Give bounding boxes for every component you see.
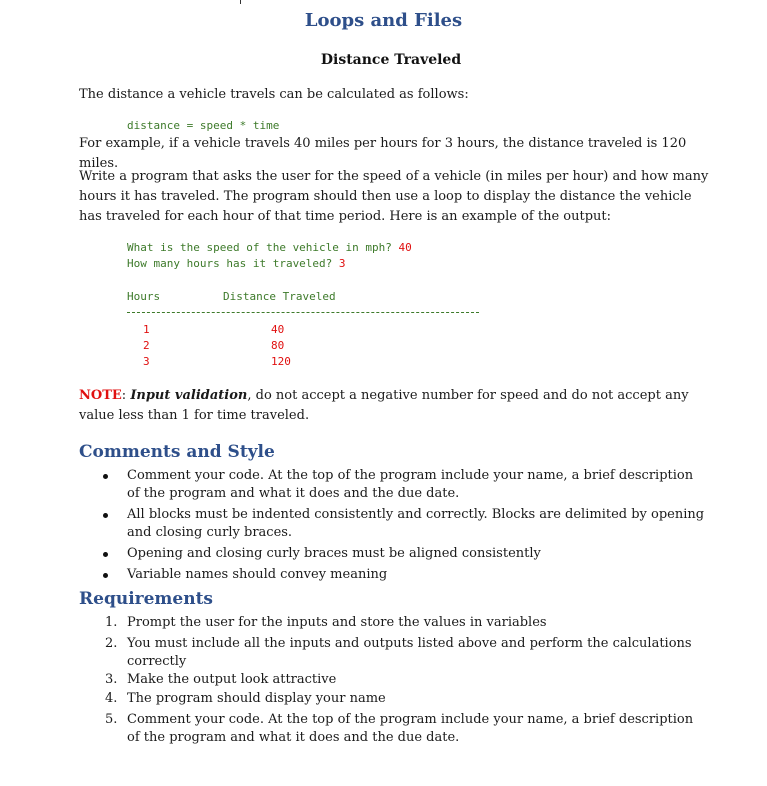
list-item	[79, 467, 709, 503]
note-paragraph: NOTE: Input validation, do not accept a negative number for speed and do not accept any value less than 1 for time traveled.	[79, 388, 689, 423]
speed-value: 40	[398, 241, 412, 254]
formula-code: distance = speed * time	[127, 119, 280, 132]
table-row-hour: 2	[143, 339, 150, 352]
requirements-heading: Requirements	[79, 589, 214, 609]
table-row-distance: 80	[271, 339, 285, 352]
list-item	[79, 671, 709, 689]
table-row-distance: 120	[271, 355, 291, 368]
list-item	[79, 614, 709, 632]
comments-heading: Comments and Style	[79, 442, 275, 462]
column-header-distance: Distance Traveled	[223, 290, 336, 303]
list-item	[79, 545, 709, 563]
bullet-icon	[103, 513, 108, 518]
list-number: 5.	[105, 712, 118, 727]
list-item-text: Comment your code. At the top of the program include your name, a brief description of the program and what it does and the due date.	[127, 468, 694, 501]
note-emphasis: Input validation	[130, 388, 248, 403]
list-item	[79, 566, 709, 584]
list-item-text: Variable names should convey meaning	[127, 567, 388, 582]
table-row-hour: 1	[143, 323, 150, 336]
table-row-distance: 40	[271, 323, 285, 336]
list-item	[79, 635, 709, 671]
comments-list	[79, 467, 709, 587]
list-number: 3.	[105, 672, 118, 687]
list-item	[79, 506, 709, 542]
bullet-icon	[103, 552, 108, 557]
sample-prompt-speed	[127, 240, 412, 256]
cropped-heading-fragment	[230, 0, 470, 4]
list-item-text: Comment your code. At the top of the program include your name, a brief description of the program and what it does and the due date.	[127, 712, 694, 745]
list-number: 1.	[105, 615, 118, 630]
list-item-text: All blocks must be indented consistently and correctly. Blocks are delimited by opening and closing curly braces.	[127, 507, 705, 540]
list-item-text: Prompt the user for the inputs and store the values in variables	[127, 615, 547, 630]
list-item-text: Make the output look attractive	[127, 672, 337, 687]
task-paragraph: Write a program that asks the user for the speed of a vehicle (in miles per hour) and how many hours it has traveled. The program should then use a loop to display the distance the vehicle has traveled for each hour of that time period. Here is an example of the output:	[79, 169, 709, 224]
list-item-text: Opening and closing curly braces must be aligned consistently	[127, 546, 541, 561]
column-header-hours: Hours	[127, 290, 161, 303]
section-title: Distance Traveled	[320, 52, 462, 68]
example-paragraph: For example, if a vehicle travels 40 miles per hours for 3 hours, the distance traveled is 120 miles.	[79, 136, 687, 171]
hours-value: 3	[338, 257, 346, 270]
table-row-hour: 3	[143, 355, 150, 368]
list-number: 4.	[105, 691, 118, 706]
intro-paragraph: The distance a vehicle travels can be calculated as follows:	[79, 87, 469, 102]
list-item	[79, 711, 709, 747]
bullet-icon	[103, 573, 108, 578]
table-divider	[127, 312, 479, 313]
note-label: NOTE	[79, 388, 122, 403]
list-item	[79, 690, 709, 708]
list-item-text: You must include all the inputs and outputs listed above and perform the calculations correctly	[127, 636, 692, 669]
prompt-speed-text: What is the speed of the vehicle in mph?	[127, 241, 399, 254]
list-item-text: The program should display your name	[127, 691, 386, 706]
note-text: , do not accept a negative number for speed and do not accept any value less than 1 for time traveled.	[79, 388, 689, 423]
requirements-list	[79, 614, 709, 750]
list-number: 2.	[105, 636, 118, 651]
prompt-hours-text: How many hours has it traveled?	[127, 257, 339, 270]
sample-prompt-hours	[127, 256, 346, 272]
page-title: Loops and Files	[304, 10, 463, 31]
bullet-icon	[103, 474, 108, 479]
